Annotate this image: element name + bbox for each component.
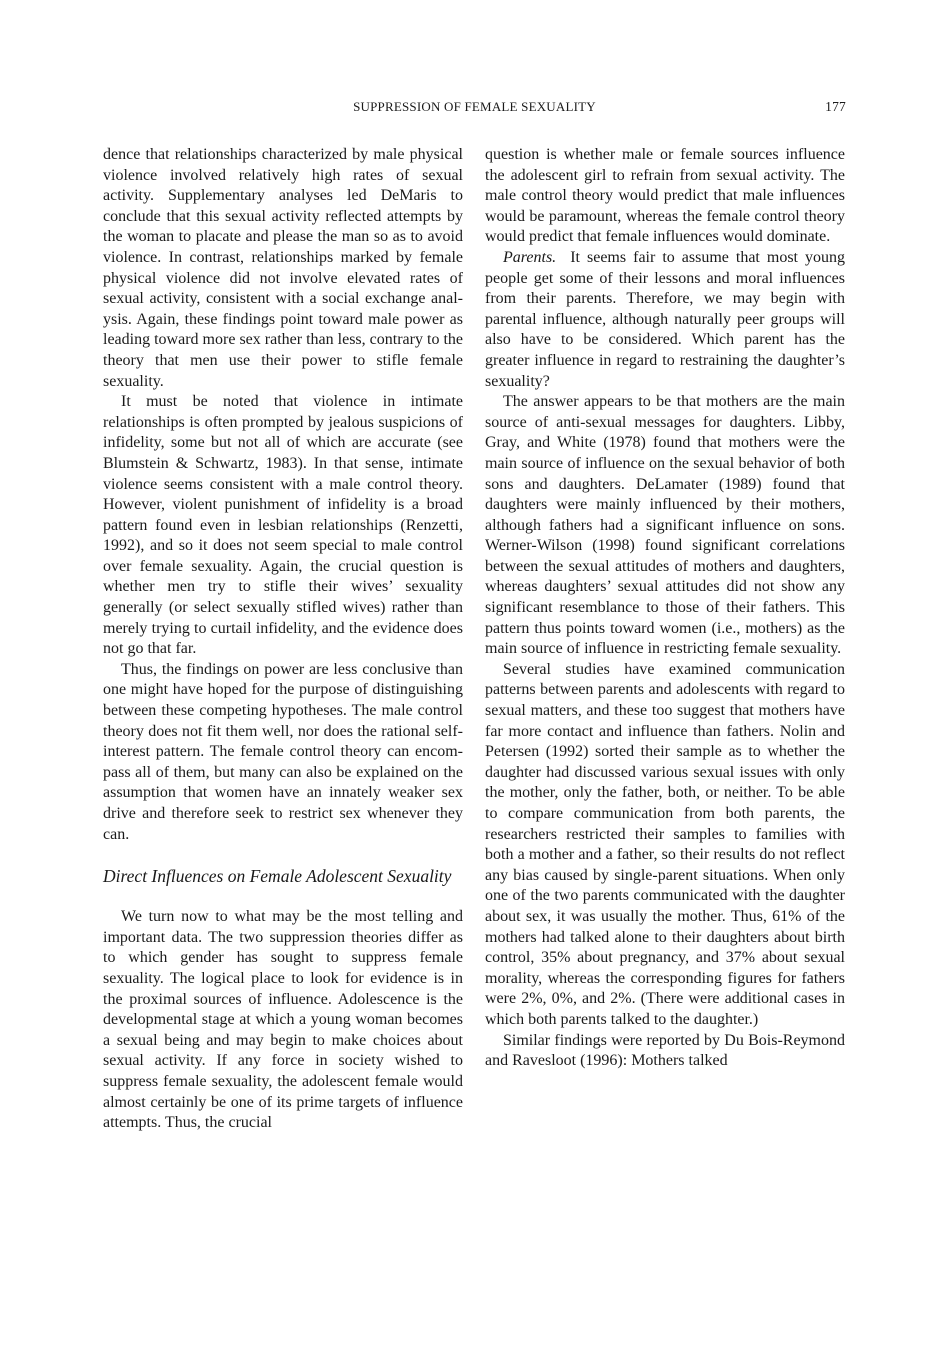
paragraph: Several studies have examined communication patterns between parents and adolescents with regard to sexual matters, and these too suggest that mothers have far more contact and influence than fathers. Nolin and Petersen (1992) sorted their sample as to whether the daughter had discussed various sexual issues with only the mother, only the father, both, or neither. To be able to compare communication from both parents, the researchers restricted their samples to families with both a mother and a father, so their results do not reflect any bias caused by single-parent situations. When only one of the two parents communicated with the daughter about sex, it was usually the mother. Thus, 61% of the mothers had talked alone to their daughters about birth control, 35% about pregnancy, and 37% about sexual morality, whereas the corresponding figures for fathers were 2%, 0%, and 2%. (There were additional cases in which both parents talked to the daughter.)	[485, 660, 845, 1028]
paragraph	[485, 248, 845, 392]
left-column	[103, 145, 463, 1134]
paragraph: dence that relationships characterized by male physical violence involved relatively high rates of sexual activity. Supplementary analyses led DeMaris to conclude that this sexual activity reflected attempts by the woman to placate and please the man so as to avoid violence. In contrast, relationships marked by female physical violence did not involve elevated rates of sexual activity, consistent with a social exchange analysis. Again, these findings point toward male power as leading toward more sex rather than less, contrary to the theory that men use their power to stifle female sexuality.	[103, 146, 463, 390]
paragraph: Thus, the findings on power are less conclusive than one might have hoped for the purpose of distinguishing between these competing hypotheses. The male control theory does not fit them well, nor does the rational self-interest pattern. The female control theory can encompass all of them, but many can also be explained on the assumption that women have an innately weaker sex drive and therefore seek to restrict sex whenever they can.	[103, 660, 463, 843]
right-column	[485, 145, 845, 1072]
paragraph: The answer appears to be that mothers are the main source of anti-sexual messages for daughters. Libby, Gray, and White (1978) found that mothers were the main source of influence on the sexual behavior of both sons and daughters. DeLamater (1989) found that daughters were mainly influenced by their mothers, although fathers had a significant influence on sons. Werner-Wilson (1998) found significant correlations between the sexual attitudes of mothers and daughters, whereas daughters’ sexual attitudes did not show any significant resemblance to those of their fathers. This pattern thus points toward women (i.e., mothers) as the main source of influence in restricting female sexuality.	[485, 393, 845, 658]
run-in-heading: Parents.	[503, 248, 557, 266]
paragraph-text: It seems fair to assume that most young people get some of their lessons and moral influences from their parents. Therefore, we may begin with parental influence, although naturally peer groups will also have to be considered. Which parent has the greater influence in regard to restraining the daughter’s sexuality?	[485, 248, 846, 390]
paragraph: We turn now to what may be the most telling and important data. The two suppression theories differ as to which gender has sought to suppress female sexuality. The logical place to look for evidence is in the proximal sources of influence. Adolescence is the developmental stage at which a young woman becomes a sexual being and may begin to make choices about sexual activity. If any force in society wished to suppress female sexuality, the adolescent female would almost certainly be one of its prime targets of influence attempts. Thus, the crucial	[103, 908, 463, 1132]
running-title: SUPPRESSION OF FEMALE SEXUALITY	[353, 99, 596, 114]
paragraph: Similar findings were reported by Du Bois-Reymond and Ravesloot (1996): Mothers talked	[485, 1031, 845, 1070]
section-heading: Direct Influences on Female Adolescent Sexuality	[103, 866, 452, 887]
running-head	[103, 99, 846, 119]
paragraph: It must be noted that violence in intimate relationships is often prompted by jealous suspicions of infidelity, some but not all of which are accurate (see Blumstein & Schwartz, 1983). In that sense, intimate violence seems consistent with a male control theory. However, violent punishment of infidelity is a broad pattern found even in lesbian relationships (Renzetti, 1992), and so it does not seem special to male control over female sexuality. Again, the crucial question is whether men try to stifle their wives’ sexuality generally (or select sexually stifled wives) rather than merely trying to curtail infidelity, and the evidence does not go that far.	[103, 393, 463, 658]
page-number: 177	[825, 99, 846, 114]
paragraph: question is whether male or female sources influence the adolescent girl to refrain from sexual activity. The male control theory would predict that male influences would be paramount, whereas the female control theory would predict that female influences would dominate.	[485, 146, 845, 246]
